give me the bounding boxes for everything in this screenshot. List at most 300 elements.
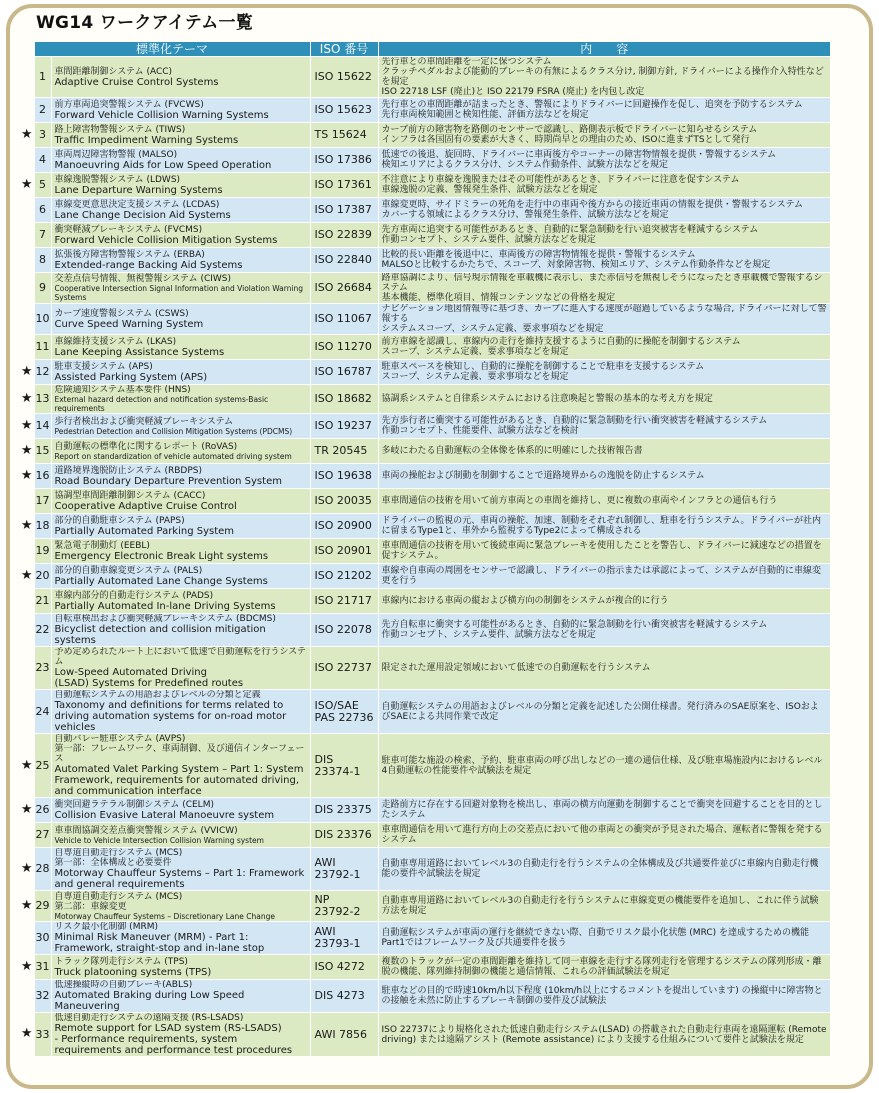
theme-ja: 車車間協調交差点衝突警報システム (VVICW) [54,825,238,836]
header-content: 内 容 [378,42,830,57]
iso-number-line: DIS 23376 [314,828,372,841]
table-row [20,514,830,539]
description-line: 自動運転システムが車両の運行を継続できない際、自動でリスク最小化状態 (MRC) を達成するための機能 Part1ではフレームワーク及び共通要件を扱う [381,928,819,948]
table-row [20,98,830,123]
row-number: 5 [34,173,51,198]
description-cell [378,980,830,1013]
star-mark [20,335,34,360]
theme-en: Cooperative Adaptive Cruise Control [54,500,237,512]
table-row [20,891,830,922]
description-line: カーブ前方の障害物を路側のセンサーで認識し、路側表示板でドライバーに知らせるシステム [381,125,758,135]
star-mark: ★ [20,364,33,379]
iso-number-line: ISO 22839 [314,228,372,241]
description-cell [378,335,830,360]
table-row [20,539,830,564]
iso-number [310,564,378,589]
theme-en: Motorway Chauffeur Systems – Discretionary Lane Change [54,911,275,921]
description-cell [378,98,830,123]
iso-number [310,304,378,335]
star-mark [20,589,34,614]
description-cell [378,414,830,439]
description-line: 複数のトラックが一定の車間距離を維持して同一車線を走行する隊列走行を管理するシステムの隊列形成・離脱の機能、隊列維持制御の機能と通信情報、これらの評価試験法を規定 [381,957,822,977]
iso-number-line: 23792-1 [314,868,361,881]
description-line: ドライバーの監視の元、車両の操舵、加速、制動をそれぞれ制御し、駐車を行うシステム。ドライバーが社内に留まるType1と、車外から監視するType2によって構成される [381,516,821,536]
iso-number [310,57,378,98]
description-line: 車車間通信の技術を用いて後続車両に緊急ブレーキを使用したことを警告し、ドライバーに減速などの措置を促すシステム。 [381,541,822,561]
row-number: 31 [34,955,51,980]
theme-ja: 車線維持支援システム (LKAS) [54,336,177,347]
iso-number-line: ISO 17361 [314,178,372,191]
theme-en: Remote support for LSAD system (RS-LSADS) [54,1023,282,1034]
iso-number [310,734,378,798]
theme-en: Extended-range Backing Aid Systems [54,259,243,271]
theme-ja: 路上障害物警報システム (TIWS) [54,124,186,135]
iso-number-line: AWI 23793-1 [314,925,361,950]
row-number: 18 [34,514,51,539]
theme-en: Emergency Electronic Break Light systems [54,550,269,562]
description-cell [378,848,830,891]
row-number: 10 [34,304,51,335]
theme-en: Partially Automated Lane Change Systems [54,575,268,587]
row-number: 33 [34,1013,51,1057]
iso-number [310,414,378,439]
table-row [20,123,830,148]
iso-number [310,335,378,360]
description-line: カバーする領域によるクラス分け、警報発生条件、試験方法などを規定 [381,210,669,220]
iso-number [310,273,378,304]
iso-number-line: DIS 23375 [314,803,372,816]
description-line: 基本機能、標準化項目、情報コンテンツなどの骨格を規定 [381,293,616,303]
star-mark [20,980,34,1013]
description-cell [378,439,830,464]
iso-number [310,514,378,539]
iso-number-line: ISO 16787 [314,365,372,378]
theme-cell [51,955,310,980]
iso-number-line: ISO 4272 [314,960,365,973]
theme-ja: 駐車支援システム (APS) [54,361,153,372]
iso-number [310,248,378,273]
row-number: 16 [34,464,51,489]
theme-ja: 部分的自動車線変更システム (PALS) [54,565,203,576]
iso-number-line: ISO 21202 [314,569,372,582]
iso-number [310,848,378,891]
description-cell [378,734,830,798]
description-line: 車線逸脱の定義、警報発生条件、試験方法などを規定 [381,185,598,195]
row-number: 21 [34,589,51,614]
theme-en: (LSAD) Systems for Predefined routes [54,678,244,689]
star-mark: ★ [20,391,33,406]
iso-number-line: ISO 17386 [314,153,372,166]
description-line: 駐車スペースを検知し、自動的に操舵を制御することで駐車を支援するシステム [381,362,705,372]
table-row [20,385,830,414]
star-mark [20,223,34,248]
iso-number-line: ISO 15623 [314,103,372,116]
theme-cell [51,589,310,614]
row-number: 24 [34,690,51,734]
iso-number [310,690,378,734]
theme-en: Assisted Parking System (APS) [54,371,208,383]
theme-ja: 低速操縦時の自動ブレーキ(ABLS) [54,980,193,990]
description-line: 作動コンセプト、システム要件、試験方法などを規定 [381,630,596,640]
description-cell [378,148,830,173]
iso-number-line: ISO 19638 [314,469,372,482]
theme-cell [51,647,310,690]
description-line: 不注意により車線を逸脱またはその可能性があるとき、ドライバーに注意を促すシステム [381,175,740,185]
description-line: 先方歩行者に衝突する可能性があるとき、自動的に緊急制動を行い衝突被害を軽減するシステム [381,416,768,426]
theme-cell [51,148,310,173]
row-number: 6 [34,198,51,223]
theme-en: Forward Vehicle Collision Warning Systems [54,109,269,121]
theme-en: Bicyclist detection and collision mitigation systems [54,624,266,646]
iso-number [310,891,378,922]
theme-ja: 第一部：フレームワーク、車両制御、及び通信インターフェース [54,744,305,764]
star-mark: ★ [20,418,33,433]
description-line: 路車協調により、信号現示情報を車載機に表示し、また赤信号を無視しそうになったとき車載機で警報するシステム [381,273,823,293]
row-number: 7 [34,223,51,248]
row-number: 11 [34,335,51,360]
theme-cell [51,198,310,223]
theme-ja: 第一部：全体構成と必要要件 [54,858,172,868]
theme-ja: 自専道自動走行システム (MCS) [54,891,183,902]
theme-en: Lane Change Decision Aid Systems [54,209,231,221]
description-cell [378,1013,830,1057]
star-mark [20,57,34,98]
theme-en: Curve Speed Warning System [54,318,204,330]
theme-cell [51,614,310,647]
table-row [20,589,830,614]
row-number: 26 [34,798,51,823]
theme-en: Traffic Impediment Warning Systems [54,134,239,146]
description-line: 走路前方に存在する回避対象物を検出し、車両の横方向運動を制御することで衝突を回避することを目的としたシステム [381,800,823,820]
star-mark [20,922,34,955]
description-line: 作動コンセプト、性能要件、試験方法などを検討 [381,426,579,436]
table-row [20,57,830,98]
theme-ja: 車線内部分的自動走行システム (PADS) [54,590,214,601]
star-mark: ★ [20,443,33,458]
iso-number-line: ISO 18682 [314,392,372,405]
iso-number-line: ISO 21717 [314,594,372,607]
description-cell [378,385,830,414]
table-row [20,335,830,360]
description-cell [378,304,830,335]
theme-cell [51,564,310,589]
row-number: 15 [34,439,51,464]
description-cell [378,173,830,198]
row-number: 29 [34,891,51,922]
iso-number [310,148,378,173]
row-number: 9 [34,273,51,304]
iso-number-line: ISO 22078 [314,623,372,636]
description-line: 協調系システムと自律系システムにおける注意喚起と警報の基本的な考え方を規定 [381,394,713,404]
page-title: WG14 ワークアイテム一覧 [36,13,254,33]
table-row [20,360,830,385]
description-cell [378,489,830,514]
theme-ja: 協調型車間距離制御システム (CACC) [54,490,206,501]
theme-en: Partially Automated In-lane Driving Systems [54,600,276,612]
description-line: MALSOと比較するかたちで、スコープ、対象障害物、検知エリア、システム作動条件などを規定 [381,260,771,270]
theme-en: External hazard detection and notification systems-Basic requirements [54,395,269,413]
row-number: 13 [34,385,51,414]
theme-cell [51,123,310,148]
theme-ja: 道路境界逸脱防止システム (RBDPS) [54,465,202,476]
iso-number-line: DIS 4273 [314,989,365,1002]
description-cell [378,360,830,385]
theme-cell [51,273,310,304]
theme-cell [51,248,310,273]
theme-ja: 自動バレー駐車システム (AVPS) [54,734,186,744]
iso-number-line: 23374-1 [314,764,361,778]
star-mark [20,539,34,564]
iso-number-line: AWI 7856 [314,1027,368,1041]
star-mark [20,304,34,335]
iso-number [310,539,378,564]
table-row [20,848,830,891]
table-row [20,248,830,273]
iso-number [310,1013,378,1057]
theme-en: Lane Keeping Assistance Systems [54,346,225,358]
description-cell [378,798,830,823]
description-line: 自動車専用道路においてレベル3の自動走行を行うシステムの全体構成及び共通要件並びに車線内自動走行機能の要件や試験法を規定 [381,859,819,879]
theme-en: Report on standardization of vehicle automated driving system [54,451,292,461]
star-mark [20,148,34,173]
theme-ja: 自転車検出および衝突軽減ブレーキシステム (BDCMS) [54,614,276,624]
theme-cell [51,823,310,848]
header-theme: 標準化テーマ [34,42,310,57]
theme-en: Truck platooning systems (TPS) [54,966,212,978]
description-line: ISO 22718 LSF (廃止)と ISO 22179 FSRA (廃止) を内包し改定 [381,87,645,97]
description-line: 車両の操舵および制動を制御することで道路境界からの逸脱を防止するシステム [381,471,705,481]
table-row [20,173,830,198]
theme-cell [51,690,310,734]
iso-number [310,647,378,690]
description-line: 多岐にわたる自動運転の全体像を体系的に明確にした技術報告書 [381,446,643,456]
description-line: クラッチペダルおよび能動的ブレーキの有無によるクラス分け, 制御方針, ドライバーによる操作介入特性などを規定 [381,67,824,87]
description-cell [378,57,830,98]
iso-number-line: ISO/SAE [314,698,359,712]
star-mark [20,647,34,690]
theme-en: Partially Automated Parking System [54,525,235,537]
theme-cell [51,414,310,439]
description-line: 自動運転システムの用語およびレベルの分類と定義を記述した公開仕様書。発行済みのSAE原案を、ISOおよびSAEによる共同作業で改定 [381,701,819,722]
description-line: 作動コンセプト、システム要件、試験方法などを規定 [381,235,596,245]
theme-cell [51,98,310,123]
theme-ja: リスク最小化制御 (MRM) [54,922,158,932]
row-number: 14 [34,414,51,439]
description-line: 駐車などの目的で時速10km/h以下程度 (10km/h以上にするコメントを提出しています) の操縦中に障害物との接触を未然に防止するブレーキ制御の要件及び試験法 [381,986,823,1006]
iso-number [310,173,378,198]
iso-number [310,198,378,223]
table-header-row [20,42,830,57]
description-cell [378,123,830,148]
row-number: 28 [34,848,51,891]
description-line: 先行車との車間距離が詰まったとき、警報によりドライバーに回避操作を促し、追突を予防するシステム [381,100,803,110]
theme-cell [51,304,310,335]
row-number: 17 [34,489,51,514]
description-cell [378,955,830,980]
theme-ja: 車両周辺障害物警報 (MALSO) [54,149,178,160]
row-number: 27 [34,823,51,848]
iso-number [310,980,378,1013]
theme-ja: カーブ速度警報システム (CSWS) [54,308,189,319]
theme-ja: 衝突回避ラテラル制御システム (CELM) [54,799,214,810]
description-cell [378,922,830,955]
theme-cell [51,1013,310,1057]
description-cell [378,539,830,564]
description-cell [378,589,830,614]
description-line: 車車間通信の技術を用いて前方車両との車間を維持し、更に複数の車両やインフラとの通信も行う [381,496,778,506]
table-row [20,304,830,335]
theme-cell [51,385,310,414]
iso-number [310,955,378,980]
row-number: 30 [34,922,51,955]
table-row [20,690,830,734]
table-row [20,439,830,464]
iso-number [310,489,378,514]
description-cell [378,823,830,848]
star-mark: ★ [20,861,33,876]
theme-en: Low-Speed Automated Driving [54,667,207,678]
table-row [20,414,830,439]
table-row [20,734,830,798]
iso-number [310,922,378,955]
table-row [20,223,830,248]
theme-en: Forward Vehicle Collision Mitigation Systems [54,234,278,246]
description-line: 先方車両に追突する可能性があるとき、自動的に緊急制動を行い追突被害を軽減するシステム [381,225,759,235]
row-number: 22 [34,614,51,647]
row-number: 8 [34,248,51,273]
description-line: 車線や自車両の周囲をセンサーで認識し、ドライバーの指示または承認によって、システムが自動的に車線変更を行う [381,566,821,586]
theme-ja: 拡張後方障害物警報システム (ERBA) [54,249,205,260]
iso-number-line: ISO 20901 [314,544,372,557]
theme-ja: 部分的自動駐車システム (PAPS) [54,515,185,526]
description-cell [378,464,830,489]
description-cell [378,564,830,589]
theme-cell [51,848,310,891]
description-line: ISO 22737により規格化された低速自動走行システム(LSAD) の搭載された自動走行車両を遠隔運転 (Remote driving) または遠隔アシスト (Remote assistance) により支援する仕組みについて要件と試験法を規定 [381,1024,827,1045]
star-mark: ★ [20,177,33,192]
iso-number [310,385,378,414]
description-cell [378,514,830,539]
star-mark [20,198,34,223]
theme-cell [51,539,310,564]
star-mark [20,690,34,734]
description-line: 低速での後退、旋回時、ドライバーに車両後方やコーナーの障害物情報を提供・警報するシステム [381,150,777,160]
theme-en: Minimal Risk Maneuver (MRM) - Part 1: Framework, straight-stop and in-lane stop [54,932,265,954]
star-mark: ★ [20,1026,33,1042]
row-number: 2 [34,98,51,123]
star-mark [20,98,34,123]
theme-cell [51,439,310,464]
star-mark: ★ [20,568,33,583]
theme-cell [51,489,310,514]
description-line: 自動車専用道路においてレベル3の自動走行を行うシステムに車線変更の機能要件を追加し、これに伴う試験方法を規定 [381,896,819,916]
row-number: 19 [34,539,51,564]
description-line: 先行車との車間距離を一定に保つシステム [381,57,552,67]
theme-ja: トラック隊列走行システム (TPS) [54,956,188,967]
theme-cell [51,922,310,955]
description-line: インフラは各国固有の要素が大きく、時期尚早との理由のため、ISOに進まずTSとして発行 [381,135,750,145]
star-mark: ★ [20,802,33,817]
row-number: 1 [34,57,51,98]
theme-ja: 車間距離制御システム (ACC) [54,66,173,77]
table-row [20,564,830,589]
iso-number-line: 23792-2 [314,905,361,918]
description-cell [378,273,830,304]
theme-cell [51,173,310,198]
star-mark [20,823,34,848]
row-number: 25 [34,734,51,798]
iso-number-line: PAS 22736 [314,710,374,724]
row-number: 12 [34,360,51,385]
iso-number-line: ISO 11067 [314,312,372,325]
theme-ja: 低速自動走行システムの遠隔支援 (RS-LSADS) [54,1013,244,1023]
theme-en: Motorway Chauffeur Systems – Part 1: Framework and general requirements [54,868,305,890]
iso-number-line: ISO 22737 [314,661,372,674]
theme-en: Taxonomy and definitions for terms related to driving automation systems for on-road motor vehicles [54,700,287,733]
iso-number [310,823,378,848]
description-line: 先行車両検知範囲と検知性能、評価方法などを規定 [381,110,589,120]
theme-ja: 車線変更意思決定支援システム (LCDAS) [54,199,220,210]
table-row [20,148,830,173]
description-cell [378,248,830,273]
iso-number-line: ISO 19237 [314,419,372,432]
theme-ja: 緊急電子制動灯 (EEBL) [54,540,150,551]
iso-number [310,360,378,385]
theme-cell [51,734,310,798]
table-row [20,273,830,304]
table-row [20,955,830,980]
theme-ja: 前方車両追突警報システム (FVCWS) [54,99,204,110]
table-row [20,922,830,955]
description-line: 先方自転車に衝突する可能性があるとき、自動的に緊急制動を行い衝突被害を軽減するシステム [381,620,768,630]
iso-number [310,614,378,647]
description-line: 車線変更時、サイドミラーの死角を走行中の車両や後方からの接近車両の情報を提供・警報するシステム [381,200,803,210]
theme-ja: 危険通知システム基本要件 (HNS) [54,385,191,395]
theme-ja: 予め定められたルート上において低速で自動運転を行うシステム [54,647,307,667]
theme-en: Pedestrian Detection and Collision Mitigation Systems (PDCMS) [54,426,293,436]
theme-ja: 自動運転システムの用語およびレベルの分類と定義 [54,690,261,700]
theme-ja: 衝突軽減ブレーキシステム (FVCMS) [54,224,203,235]
theme-en: Vehicle to Vehicle Intersection Collision Warning system [54,835,264,845]
iso-number-line: ISO 20035 [314,494,372,507]
theme-en: Adaptive Cruise Control Systems [54,76,219,88]
star-mark: ★ [20,757,33,773]
iso-number [310,464,378,489]
description-line: スコープ、システム定義、要求事項などを規定 [381,372,569,382]
table-row [20,647,830,690]
description-line: 比較的長い距離を後退中に、車両後方の障害物情報を提供・警報するシステム [381,250,696,260]
description-line: 限定された運用設定領域において低速での自動運転を行うシステム [381,663,651,673]
row-number: 20 [34,564,51,589]
table-row [20,489,830,514]
iso-number [310,439,378,464]
star-mark: ★ [20,127,33,142]
star-mark: ★ [20,959,33,974]
theme-en: Manoeuvring Aids for Low Speed Operation [54,159,272,171]
header-iso: ISO 番号 [310,42,378,57]
star-mark [20,273,34,304]
table-row [20,798,830,823]
description-cell [378,891,830,922]
iso-number-line: ISO 11270 [314,340,372,353]
iso-number-line: ISO 22840 [314,253,372,266]
star-mark: ★ [20,518,33,533]
star-mark [20,248,34,273]
iso-number [310,123,378,148]
table-row [20,198,830,223]
theme-en: Automated Braking during Low Speed Maneuvering [54,990,245,1012]
description-cell [378,647,830,690]
